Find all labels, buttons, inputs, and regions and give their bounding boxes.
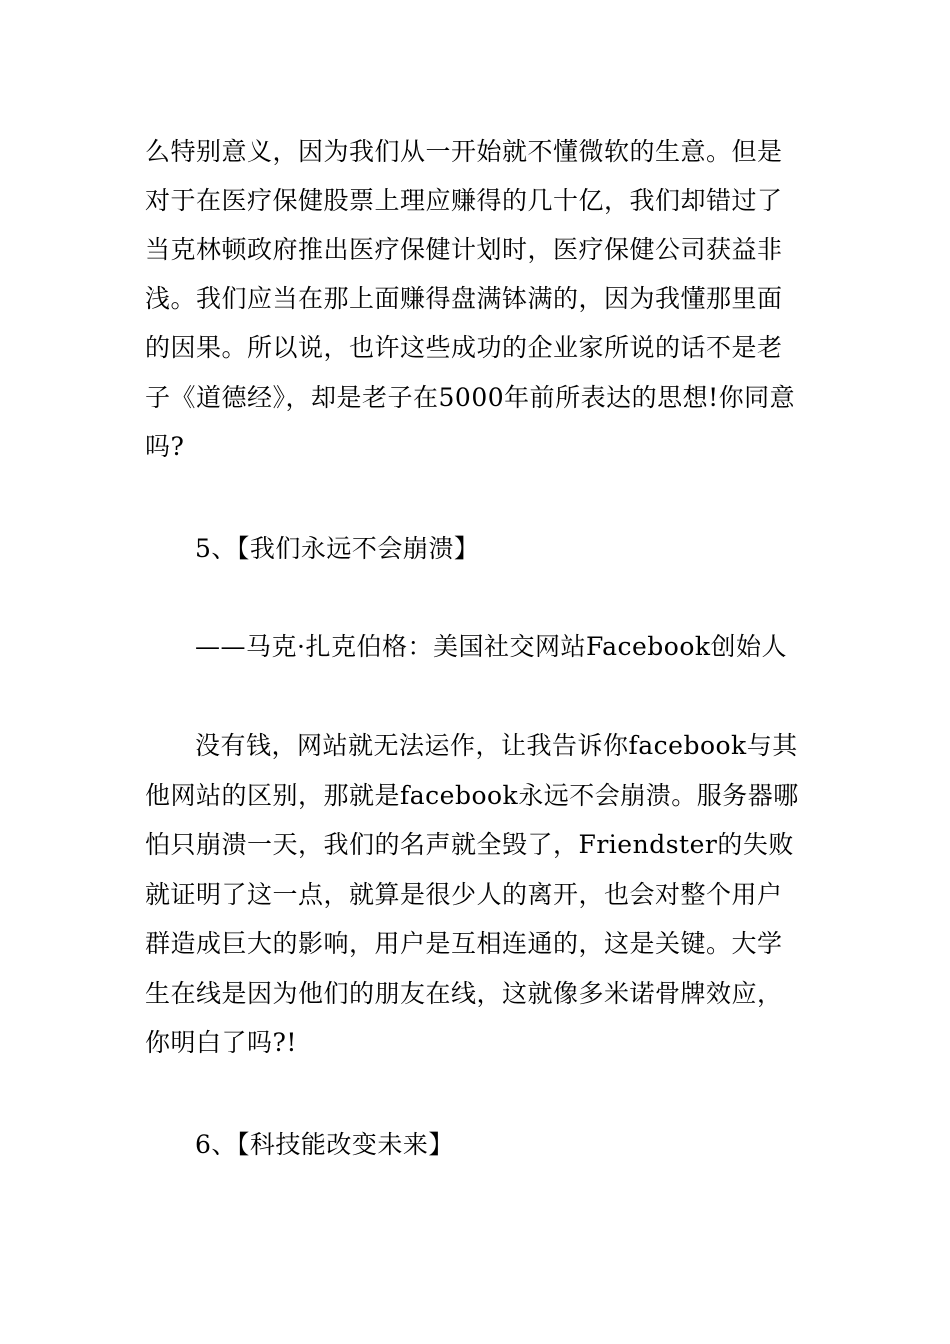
text-line: 生在线是因为他们的朋友在线，这就像多米诺骨牌效应， <box>145 979 783 1008</box>
text-line: 当克林顿政府推出医疗保健计划时，医疗保健公司获益非 <box>145 235 783 264</box>
text-line: 浅。我们应当在那上面赚得盘满钵满的，因为我懂那里面 <box>145 284 783 313</box>
text-line: 的因果。所以说，也许这些成功的企业家所说的话不是老 <box>145 333 783 362</box>
text-line: 就证明了这一点，就算是很少人的离开，也会对整个用户 <box>145 880 783 909</box>
section-6-heading: 6、【科技能改变未来】 <box>195 1130 454 1159</box>
text-line: 群造成巨大的影响，用户是互相连通的，这是关键。大学 <box>145 929 783 958</box>
text-line: 对于在医疗保健股票上理应赚得的几十亿，我们却错过了 <box>145 186 783 215</box>
text-line: 子《道德经》，却是老子在5000年前所表达的思想!你同意 <box>145 383 796 412</box>
text-line: 他网站的区别，那就是facebook永远不会崩溃。服务器哪 <box>145 781 799 810</box>
text-line: 没有钱，网站就无法运作，让我告诉你facebook与其 <box>195 731 798 760</box>
section-5-heading: 5、【我们永远不会崩溃】 <box>195 534 480 563</box>
text-line: 吗? <box>145 432 185 461</box>
text-line: 你明白了吗?! <box>145 1028 297 1057</box>
text-line: 怕只崩溃一天，我们的名声就全毁了，Friendster的失败 <box>145 830 794 859</box>
text-line: 么特别意义，因为我们从一开始就不懂微软的生意。但是 <box>145 137 783 166</box>
section-5-attribution: ——马克·扎克伯格：美国社交网站Facebook创始人 <box>195 632 788 661</box>
